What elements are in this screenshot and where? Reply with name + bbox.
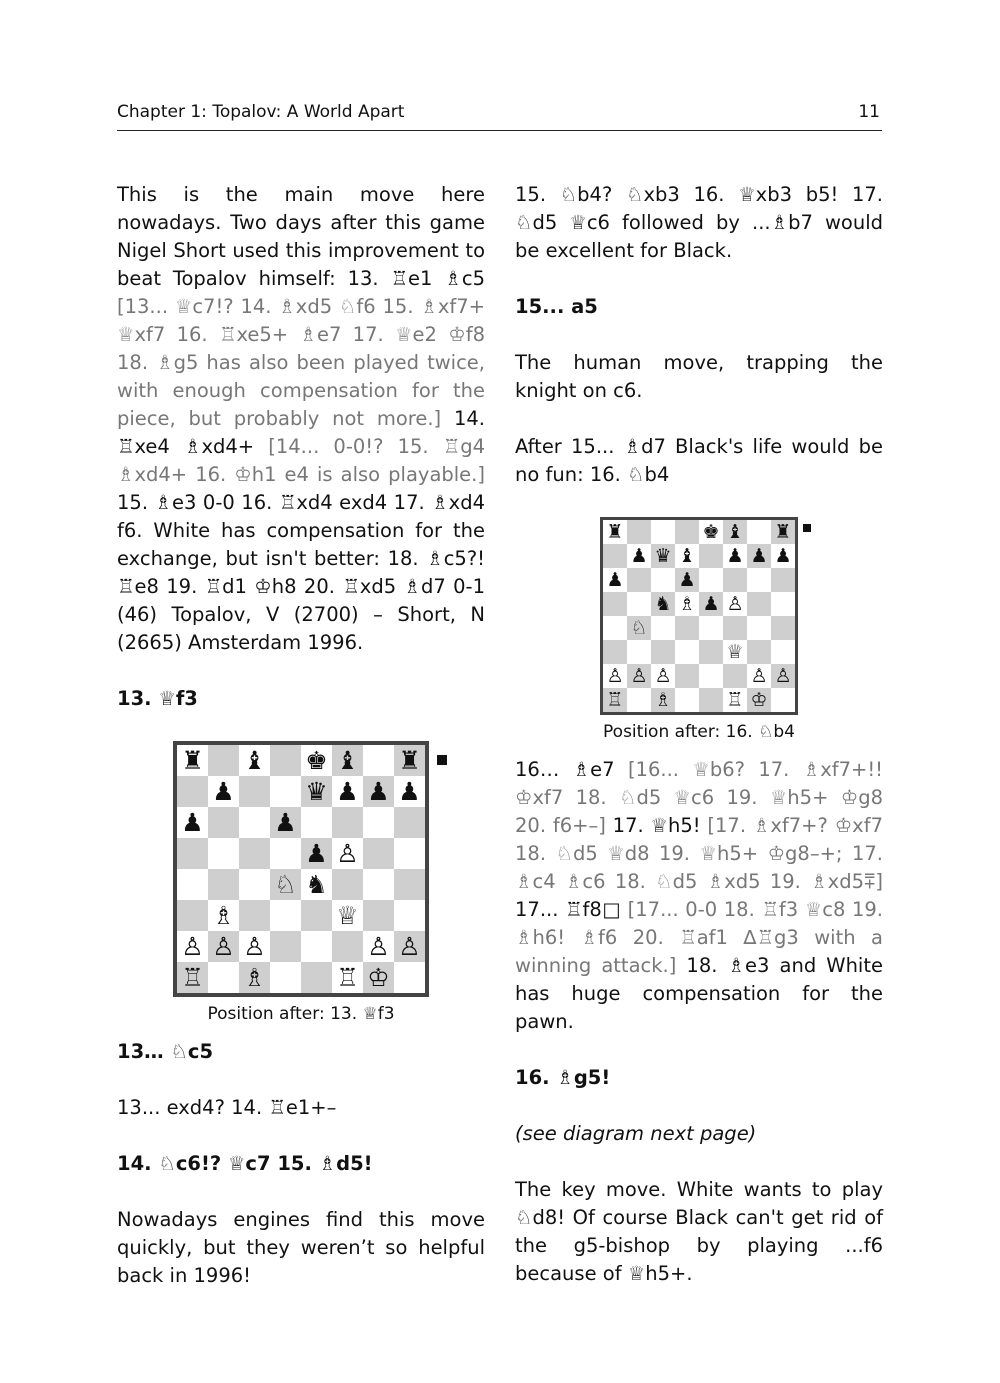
board-square [363,807,394,838]
right-column [515,181,883,1316]
board-rank [603,544,795,568]
board-square [627,520,651,544]
black-bishop-icon: ♝ [332,745,363,776]
black-pawn-icon: ♟ [699,592,723,616]
white-rook-icon: ♖ [332,962,363,993]
white-bishop-icon: ♗ [239,962,270,993]
white-pawn-icon: ♙ [627,664,651,688]
board-square [699,616,723,640]
page-number: 11 [858,102,880,122]
board-rank [603,640,795,664]
paragraph: After 15... ♗d7 Black's life would be no fun: 16. ♘b4 [515,435,883,486]
side-to-move-marker [803,524,811,532]
annotation-text: This is the main move here nowadays. Two days after this game Nigel Short used this improvement to beat Topalov himself: 13. ♖e1 ♗c5 [117,183,485,290]
chessboard [173,741,429,997]
board-square [301,900,332,931]
board-square [270,962,301,993]
black-bishop-icon: ♝ [675,544,699,568]
board-square [747,640,771,664]
board-square [675,616,699,640]
board-square [270,838,301,869]
board-square [177,900,208,931]
board-square [363,838,394,869]
board-square [603,640,627,664]
board-square [675,664,699,688]
board-square [394,900,425,931]
paragraph: Nowadays engines find this move quickly, but they weren’t so helpful back in 1996! [117,1208,485,1287]
board-square [771,592,795,616]
annotation-text: 17... ♖f8□ [515,898,628,921]
chess-diagram-1 [117,741,485,1028]
black-queen-icon: ♛ [651,544,675,568]
chapter-title: Chapter 1: Topalov: A World Apart [117,102,405,122]
white-bishop-icon: ♗ [651,688,675,712]
board-square [651,520,675,544]
white-knight-icon: ♘ [270,869,301,900]
board-square [627,592,651,616]
variation-text: [17... 0-0 18. ♖f3 ♕c8 19. ♗h6! ♗f6 20. ♖af1 ∆♖g3 with a winning attack.] [515,898,883,977]
board-square [771,640,795,664]
board-rank [177,931,425,962]
white-queen-icon: ♕ [723,640,747,664]
black-pawn-icon: ♟ [363,776,394,807]
board-square [301,807,332,838]
board-square [699,544,723,568]
board-square [177,869,208,900]
board-square [627,568,651,592]
variation-text: [13... ♕c7!? 14. ♗xd5 ♘f6 15. ♗xf7+ ♕xf7 16. ♖xe5+ ♗e7 17. ♕e2 ♔f8 18. ♗g5 has also been played twice, with enough compensation for the piece, but probably not more.] [117,295,485,430]
board-rank [603,688,795,712]
chess-diagram-2 [515,517,883,746]
black-pawn-icon: ♟ [675,568,699,592]
white-bishop-icon: ♗ [675,592,699,616]
black-pawn-icon: ♟ [332,776,363,807]
variation-text: [17. ♗xf7+? ♔xf7 18. ♘d5 ♕d8 19. ♕h5+ ♔g8–+; 17. ♗c4 ♗c6 18. ♘d5 ♗xd5 19. ♗xd5⩱] [515,814,883,893]
board-square [239,838,270,869]
black-pawn-icon: ♟ [627,544,651,568]
white-pawn-icon: ♙ [603,664,627,688]
board-square [699,688,723,712]
black-pawn-icon: ♟ [208,776,239,807]
board-square [771,688,795,712]
board-square [363,900,394,931]
white-rook-icon: ♖ [603,688,627,712]
annotation-text: 14. ♖xe4 ♗xd4+ [117,407,485,458]
board-square [177,776,208,807]
black-bishop-icon: ♝ [723,520,747,544]
black-pawn-icon: ♟ [301,838,332,869]
white-pawn-icon: ♙ [208,931,239,962]
board-square [208,745,239,776]
board-square [270,931,301,962]
white-pawn-icon: ♙ [747,664,771,688]
board-rank [177,745,425,776]
board-square [723,568,747,592]
board-rank [603,664,795,688]
board-square [627,640,651,664]
board-square [177,838,208,869]
annotation-text: 15. ♗e3 0-0 16. ♖xd4 exd4 17. ♗xd4 f6. White has compensation for the exchange, but isn't better: 18. ♗c5?! ♖e8 19. ♖d1 ♔h8 20. ♖xd5 ♗d7 0-1 (46) Topalov, V (2700) – Short, N (2665) Amsterdam 1996. [117,491,485,654]
black-pawn-icon: ♟ [394,776,425,807]
board-square [301,931,332,962]
white-knight-icon: ♘ [627,616,651,640]
black-pawn-icon: ♟ [603,568,627,592]
board-square [394,807,425,838]
side-to-move-marker [437,755,447,765]
white-rook-icon: ♖ [723,688,747,712]
board-square [332,869,363,900]
board-square [675,688,699,712]
board-square [651,568,675,592]
black-rook-icon: ♜ [771,520,795,544]
black-pawn-icon: ♟ [177,807,208,838]
white-pawn-icon: ♙ [771,664,795,688]
board-square [771,616,795,640]
board-rank [603,568,795,592]
board-square [699,568,723,592]
board-square [208,869,239,900]
see-diagram-note: (see diagram next page) [515,1122,757,1145]
black-pawn-icon: ♟ [747,544,771,568]
paragraph: The human move, trapping the knight on c6. [515,351,883,402]
board-square [208,838,239,869]
black-king-icon: ♚ [699,520,723,544]
black-bishop-icon: ♝ [239,745,270,776]
board-square [239,869,270,900]
variation-text: [16... ♕b6? 17. ♗xf7+!! ♔xf7 18. ♘d5 ♕c6 19. ♕h5+ ♔g8 20. f6+–] [515,758,883,837]
annotation-text: 16… ♗e7 [515,758,628,781]
board-square [603,544,627,568]
board-square [239,776,270,807]
black-knight-icon: ♞ [301,869,332,900]
board-square [394,838,425,869]
board-square [699,640,723,664]
variation-text: [14... 0-0!? 15. ♖g4 ♗xd4+ 16. ♔h1 e4 is also playable.] [117,435,486,486]
board-square [747,616,771,640]
black-rook-icon: ♜ [177,745,208,776]
white-pawn-icon: ♙ [723,592,747,616]
black-queen-icon: ♛ [301,776,332,807]
white-king-icon: ♔ [747,688,771,712]
board-square [699,664,723,688]
board-rank [177,776,425,807]
board-rank [177,838,425,869]
board-square [747,568,771,592]
black-king-icon: ♚ [301,745,332,776]
black-pawn-icon: ♟ [771,544,795,568]
board-rank [177,900,425,931]
board-square [363,745,394,776]
board-square [301,962,332,993]
move-heading: 13… ♘c5 [117,1040,214,1063]
move-heading: 15... a5 [515,295,598,318]
board-square [747,592,771,616]
running-header [117,100,882,131]
board-square [270,900,301,931]
board-square [675,520,699,544]
black-rook-icon: ♜ [603,520,627,544]
white-queen-icon: ♕ [332,900,363,931]
board-square [363,869,394,900]
white-pawn-icon: ♙ [651,664,675,688]
white-pawn-icon: ♙ [332,838,363,869]
board-square [208,807,239,838]
board-square [603,616,627,640]
paragraph: The key move. White wants to play ♘d8! Of course Black can't get rid of the g5-bishop by playing ...f6 because of ♕h5+. [515,1178,883,1285]
board-square [723,616,747,640]
board-square [675,640,699,664]
board-square [239,900,270,931]
black-rook-icon: ♜ [394,745,425,776]
board-square [208,962,239,993]
board-square [394,962,425,993]
white-pawn-icon: ♙ [177,931,208,962]
black-pawn-icon: ♟ [723,544,747,568]
board-square [651,616,675,640]
paragraph: 15. ♘b4? ♘xb3 16. ♕xb3 b5! 17. ♘d5 ♕c6 followed by ...♗b7 would be excellent for Black. [515,183,883,262]
board-square [270,745,301,776]
paragraph: 13... exd4? 14. ♖e1+– [117,1096,337,1119]
board-square [332,807,363,838]
white-pawn-icon: ♙ [239,931,270,962]
board-square [270,776,301,807]
white-bishop-icon: ♗ [208,900,239,931]
board-square [651,640,675,664]
white-rook-icon: ♖ [177,962,208,993]
left-column [117,181,485,1318]
board-square [332,931,363,962]
board-rank [177,869,425,900]
board-square [771,568,795,592]
board-square [723,664,747,688]
board-rank [603,520,795,544]
board-rank [177,807,425,838]
diagram-caption: Position after: 13. ♕f3 [207,1004,395,1024]
diagram-caption: Position after: 16. ♘b4 [603,722,795,742]
move-heading: 13. ♕f3 [117,687,198,710]
white-pawn-icon: ♙ [394,931,425,962]
chessboard [600,517,798,715]
white-king-icon: ♔ [363,962,394,993]
board-square [627,688,651,712]
board-square [239,807,270,838]
black-knight-icon: ♞ [651,592,675,616]
white-pawn-icon: ♙ [363,931,394,962]
board-square [603,592,627,616]
main-move-paragraph [117,181,485,657]
move-heading: 16. ♗g5! [515,1066,611,1089]
board-square [394,869,425,900]
board-rank [177,962,425,993]
black-pawn-icon: ♟ [270,807,301,838]
annotation-text: 18. ♗e3 and White has huge compensation for the pawn. [515,954,883,1033]
annotation-paragraph [515,756,883,1036]
annotation-text: 17. ♕h5! [605,814,708,837]
board-rank [603,592,795,616]
board-rank [603,616,795,640]
move-heading: 14. ♘c6!? ♕c7 15. ♗d5! [117,1152,373,1175]
board-square [747,520,771,544]
